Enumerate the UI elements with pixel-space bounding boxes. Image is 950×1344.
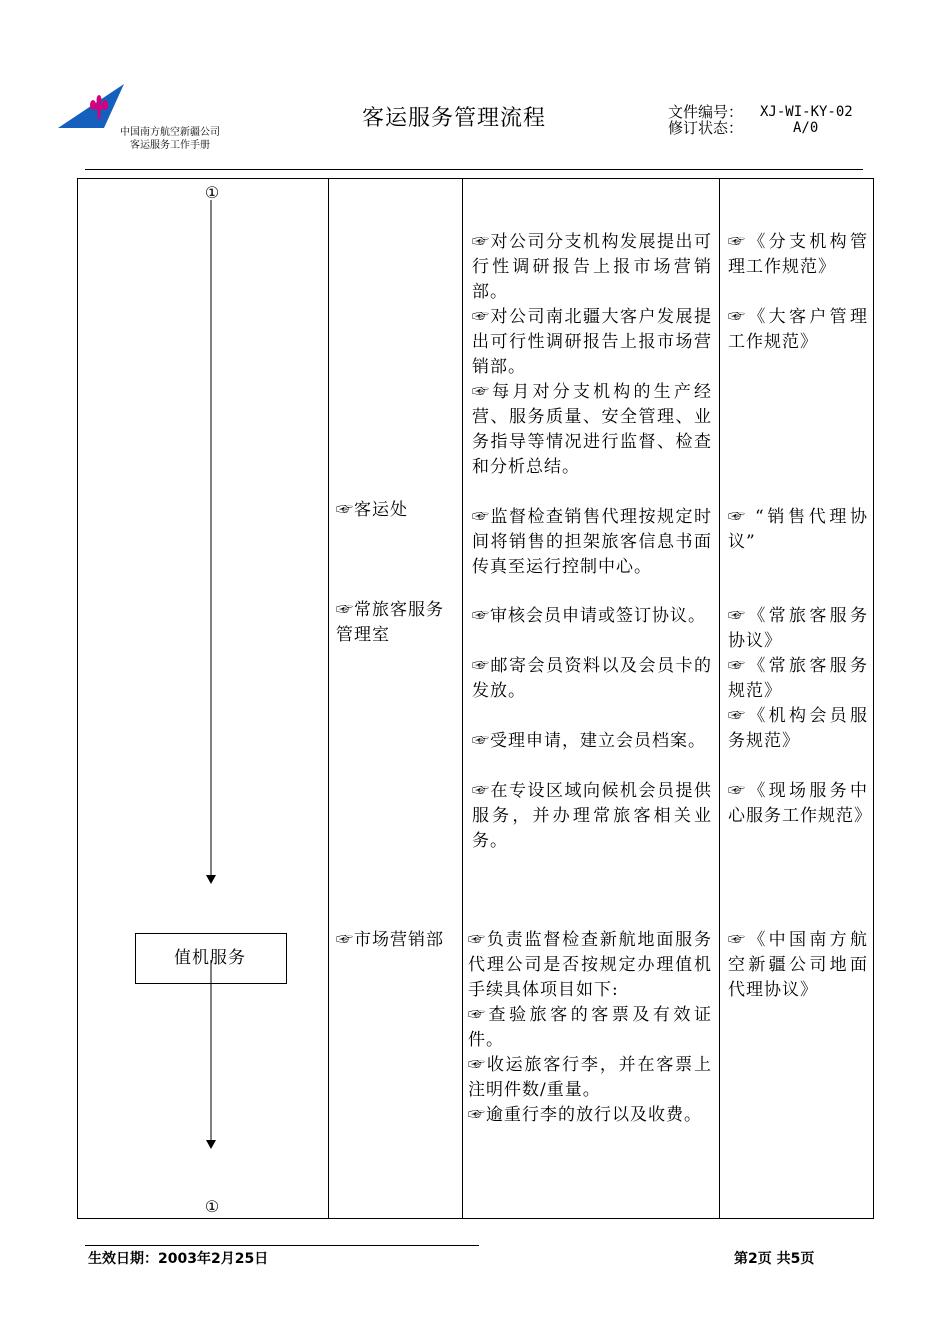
desc-item: ☞逾重行李的放行以及收费。 <box>468 1105 702 1125</box>
page-title: 客运服务管理流程 <box>362 106 547 131</box>
doc-no-value: XJ-WI-KY-02 <box>760 104 853 120</box>
ref-item: ☞《常旅客服务规范》 <box>728 656 868 701</box>
ref-item: ☞《分支机构管理工作规范》 <box>728 232 868 277</box>
desc-item: ☞审核会员申请或签订协议。 <box>472 606 706 626</box>
desc-item: ☞每月对分支机构的生产经营、服务质量、安全管理、业务指导等情况进行监督、检查和分析总结。 <box>472 382 712 477</box>
column-divider <box>328 178 329 1219</box>
ref-item: ☞《中国南方航空新疆公司地面代理协议》 <box>728 930 868 1000</box>
flow-arrows <box>200 200 224 1200</box>
desc-item: ☞受理申请，建立会员档案。 <box>472 731 706 751</box>
revision-label: 修订状态： <box>668 119 744 137</box>
column-divider <box>719 178 720 1219</box>
ref-item: ☞《机构会员服务规范》 <box>728 706 868 751</box>
ref-item: ☞《大客户管理工作规范》 <box>728 307 868 352</box>
desc-item: ☞监督检查销售代理按规定时间将销售的担架旅客信息书面传真至运行控制中心。 <box>472 507 712 577</box>
footer-divider <box>85 1245 479 1246</box>
ref-item: ☞《现场服务中心服务工作规范》 <box>728 781 872 826</box>
doc-no-label: 文件编号： <box>668 103 744 121</box>
effective-date: 生效日期：2003年2月25日 <box>88 1251 269 1267</box>
dept-passenger-office: ☞客运处 <box>336 500 408 520</box>
ref-group-2 <box>728 505 868 555</box>
desc-group-2 <box>472 505 712 580</box>
arrow-down-icon <box>206 1140 216 1149</box>
page-info: 第2页 共5页 <box>734 1251 815 1267</box>
desc-item: ☞在专设区域向候机会员提供服务，并办理常旅客相关业务。 <box>472 781 712 851</box>
desc-group-1 <box>472 230 712 480</box>
ref-item: ☞《常旅客服务协议》 <box>728 606 868 651</box>
desc-item: ☞邮寄会员资料以及会员卡的发放。 <box>472 656 712 701</box>
desc-group-3 <box>472 604 712 854</box>
dept-frequent-flyer: ☞常旅客服务管理室 <box>336 600 444 645</box>
desc-item: ☞对公司南北疆大客户发展提出可行性调研报告上报市场营销部。 <box>472 307 712 377</box>
desc-item: ☞查验旅客的客票及有效证件。 <box>468 1005 712 1050</box>
dept-marketing: ☞市场营销部 <box>336 930 444 950</box>
ref-item: ☞ “销售代理协议” <box>728 507 868 552</box>
desc-item: ☞收运旅客行李，并在客票上注明件数/重量。 <box>468 1055 712 1100</box>
company-logo-icon <box>58 84 126 130</box>
company-name: 中国南方航空新疆公司 <box>120 127 220 138</box>
column-divider <box>462 178 463 1219</box>
manual-name: 客运服务工作手册 <box>130 140 210 151</box>
desc-group-4 <box>468 928 712 1128</box>
header-divider <box>85 169 863 170</box>
desc-item: ☞负责监督检查新航地面服务代理公司是否按规定办理值机手续具体项目如下: <box>468 930 712 1000</box>
arrow-down-icon <box>206 875 216 884</box>
ref-group-1 <box>728 230 868 355</box>
ref-group-4 <box>728 928 868 1003</box>
revision-value: A/0 <box>793 120 819 136</box>
ref-group-3 <box>728 604 872 829</box>
step-box-check-in: 值机服务 <box>135 933 287 984</box>
desc-item: ☞对公司分支机构发展提出可行性调研报告上报市场营销部。 <box>472 232 712 302</box>
connector-bottom: ① <box>204 1197 220 1216</box>
connector-top: ① <box>204 183 220 202</box>
